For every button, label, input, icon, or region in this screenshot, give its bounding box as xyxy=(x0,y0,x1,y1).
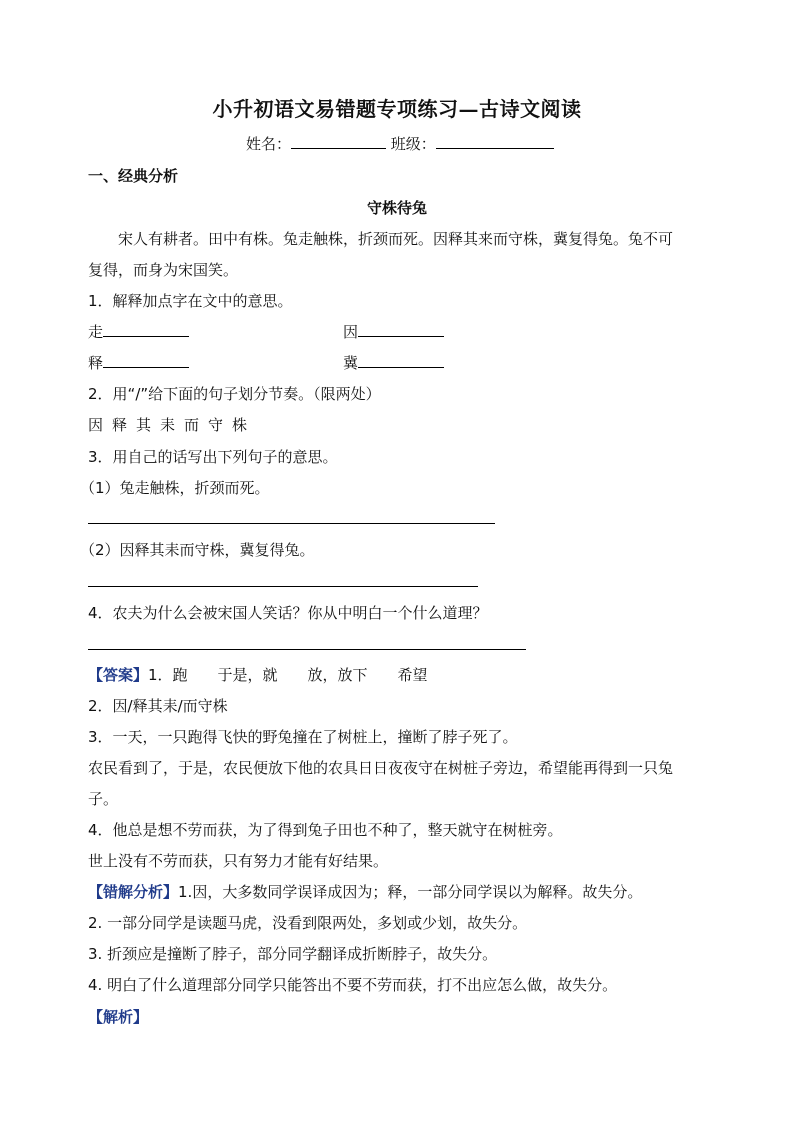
answer-line[interactable] xyxy=(88,523,495,524)
answer-line-3: 3．一天，一只跑得飞快的野兔撞在了树桩上，撞断了脖子死了。 xyxy=(88,728,518,746)
error-analysis-label: 【错解分析】 xyxy=(88,883,179,901)
q1-item-label: 释 xyxy=(88,354,104,372)
error-analysis-line-3: 3. 折颈应是撞断了脖子，部分同学翻译成折断脖子，故失分。 xyxy=(88,945,498,963)
q1-item-label: 冀 xyxy=(343,354,359,372)
answer-line-6: 世上没有不劳而获，只有努力才能有好结果。 xyxy=(88,852,389,870)
answer-line-5: 4．他总是想不劳而获，为了得到兔子田也不种了，整天就守在树桩旁。 xyxy=(88,821,563,839)
q1-item-yin xyxy=(343,322,444,342)
q3-sub-1: （1）兔走触株，折颈而死。 xyxy=(80,479,270,497)
answer-line-4b: 子。 xyxy=(88,790,119,808)
analysis-label: 【解析】 xyxy=(88,1008,149,1026)
section-heading: 一、经典分析 xyxy=(88,167,179,185)
error-analysis-line-4: 4. 明白了什么道理部分同学只能答出不要不劳而获，打不出应怎么做，故失分。 xyxy=(88,976,618,994)
q1-item-shi xyxy=(88,353,189,373)
q1-item-ji xyxy=(343,353,444,373)
page-title: 小升初语文易错题专项练习—古诗文阅读 xyxy=(212,97,582,121)
q1-item-zou xyxy=(88,322,189,342)
rhythm-char: 其 xyxy=(136,416,152,434)
answer-line[interactable] xyxy=(88,586,478,587)
rhythm-char: 株 xyxy=(232,416,248,434)
answer-line-4a: 农民看到了，于是，农民便放下他的农具日日夜夜守在树桩子旁边，希望能再得到一只兔 xyxy=(88,759,674,777)
rhythm-char: 耒 xyxy=(160,416,176,434)
question-4: 4．农夫为什么会被宋国人笑话？你从中明白一个什么道理？ xyxy=(88,604,488,622)
answer-blank[interactable] xyxy=(103,322,189,337)
answer-line[interactable] xyxy=(88,649,526,650)
error-analysis-line-2: 2. 一部分同学是读题马虎，没看到限两处，多划或少划，故失分。 xyxy=(88,914,528,932)
answer-label: 【答案】 xyxy=(88,666,149,684)
q1-item-label: 因 xyxy=(343,323,359,341)
name-blank[interactable] xyxy=(291,134,386,149)
error-analysis-text: 1.因，大多数同学误译成因为；释，一部分同学误以为解释。故失分。 xyxy=(178,883,643,901)
passage-line-2: 复得，而身为宋国笑。 xyxy=(88,261,239,279)
rhythm-char: 释 xyxy=(112,416,128,434)
answer-line-1 xyxy=(88,665,428,685)
answer-line-2: 2．因/释其耒/而守株 xyxy=(88,697,228,715)
rhythm-char: 因 xyxy=(88,416,104,434)
class-blank[interactable] xyxy=(436,134,554,149)
name-label: 姓名： xyxy=(246,135,292,153)
question-3: 3．用自己的话写出下列句子的意思。 xyxy=(88,448,338,466)
student-info xyxy=(246,134,554,154)
error-analysis-line-1 xyxy=(88,882,642,902)
passage-title: 守株待兔 xyxy=(366,199,427,217)
q3-sub-2: （2）因释其耒而守株，冀复得兔。 xyxy=(80,541,315,559)
passage-line-1: 宋人有耕者。田中有株。兔走触株，折颈而死。因释其来而守株，冀复得兔。兔不可 xyxy=(118,230,674,248)
question-2: 2．用“/”给下面的句子划分节奏。（限两处） xyxy=(88,385,381,403)
class-label: 班级： xyxy=(390,135,436,153)
rhythm-char: 而 xyxy=(184,416,200,434)
q1-item-label: 走 xyxy=(88,323,104,341)
answer-blank[interactable] xyxy=(103,353,189,368)
answer-text: 1．跑 于是，就 放，放下 希望 xyxy=(148,666,428,684)
question-1: 1．解释加点字在文中的意思。 xyxy=(88,292,293,310)
answer-blank[interactable] xyxy=(358,322,444,337)
answer-blank[interactable] xyxy=(358,353,444,368)
rhythm-sentence xyxy=(88,415,256,435)
rhythm-char: 守 xyxy=(208,416,224,434)
